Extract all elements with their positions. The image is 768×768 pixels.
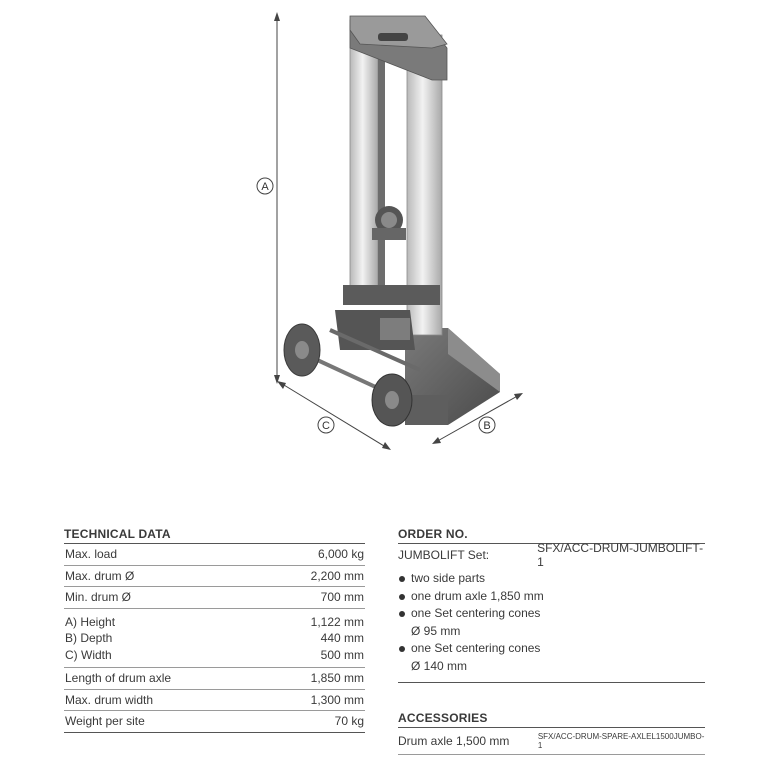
list-item: one Set centering cones Ø 140 mm — [398, 640, 705, 675]
dimensions-group — [64, 609, 365, 668]
row-label: Min. drum Ø — [65, 590, 132, 605]
list-item-sub: Ø 140 mm — [411, 658, 468, 673]
row-value: 70 kg — [334, 714, 364, 729]
row-value: 1,300 mm — [310, 692, 364, 707]
list-item: two side parts — [398, 570, 705, 588]
table-row — [64, 587, 365, 608]
list-item: one Set centering cones Ø 95 mm — [398, 605, 705, 640]
dim-label-b: B — [483, 420, 491, 432]
row-label: C) Width — [65, 647, 112, 662]
table-row — [64, 711, 365, 732]
order-title: ORDER NO. — [398, 527, 468, 541]
accessories-title: ACCESSORIES — [398, 711, 488, 725]
bullet-icon — [399, 594, 405, 600]
row-label: B) Depth — [65, 631, 113, 645]
row-label: Weight per site — [65, 714, 145, 729]
set-contents-list — [398, 570, 705, 675]
table-row — [65, 647, 364, 664]
row-value: 700 mm — [320, 590, 364, 605]
row-value: 440 mm — [320, 631, 364, 645]
technical-data-title: TECHNICAL DATA — [64, 527, 171, 541]
bullet-icon — [399, 576, 405, 582]
row-label: Max. drum Ø — [65, 568, 135, 583]
accessory-order-number: SFX/ACC-DRUM-SPARE-AXLEL1500JUMBO-1 — [537, 732, 705, 750]
dim-label-c: C — [322, 420, 330, 432]
row-value: 6,000 kg — [317, 547, 364, 562]
table-row — [64, 544, 365, 565]
row-label: Length of drum axle — [65, 671, 172, 686]
bullet-icon — [399, 611, 405, 617]
jumbolift-side-part — [284, 16, 500, 426]
dim-label-a: A — [261, 181, 269, 193]
accessory-row — [398, 728, 705, 754]
row-label: Max. load — [65, 547, 118, 562]
accessories-section — [398, 711, 705, 755]
technical-data-table — [64, 527, 365, 733]
row-value: 1,850 mm — [310, 671, 364, 686]
row-label: Max. drum width — [65, 692, 154, 707]
table-row — [64, 690, 365, 711]
table-row — [64, 668, 365, 689]
row-value: 500 mm — [320, 647, 364, 662]
set-order-number: SFX/ACC-DRUM-JUMBOLIFT-1 — [537, 541, 704, 569]
table-row — [64, 566, 365, 587]
accessory-label: Drum axle 1,500 mm — [398, 734, 510, 748]
set-label: JUMBOLIFT Set: — [398, 548, 490, 562]
list-item-sub: Ø 95 mm — [411, 623, 461, 638]
row-label: A) Height — [65, 614, 116, 629]
bullet-icon — [399, 646, 405, 652]
set-row — [398, 541, 705, 569]
list-item: one drum axle 1,850 mm — [398, 588, 705, 606]
order-number-section — [398, 527, 705, 683]
row-value: 1,122 mm — [310, 614, 364, 629]
row-value: 2,200 mm — [310, 568, 364, 583]
table-row — [65, 614, 364, 631]
dimension-a — [257, 12, 280, 384]
table-row — [65, 630, 364, 647]
